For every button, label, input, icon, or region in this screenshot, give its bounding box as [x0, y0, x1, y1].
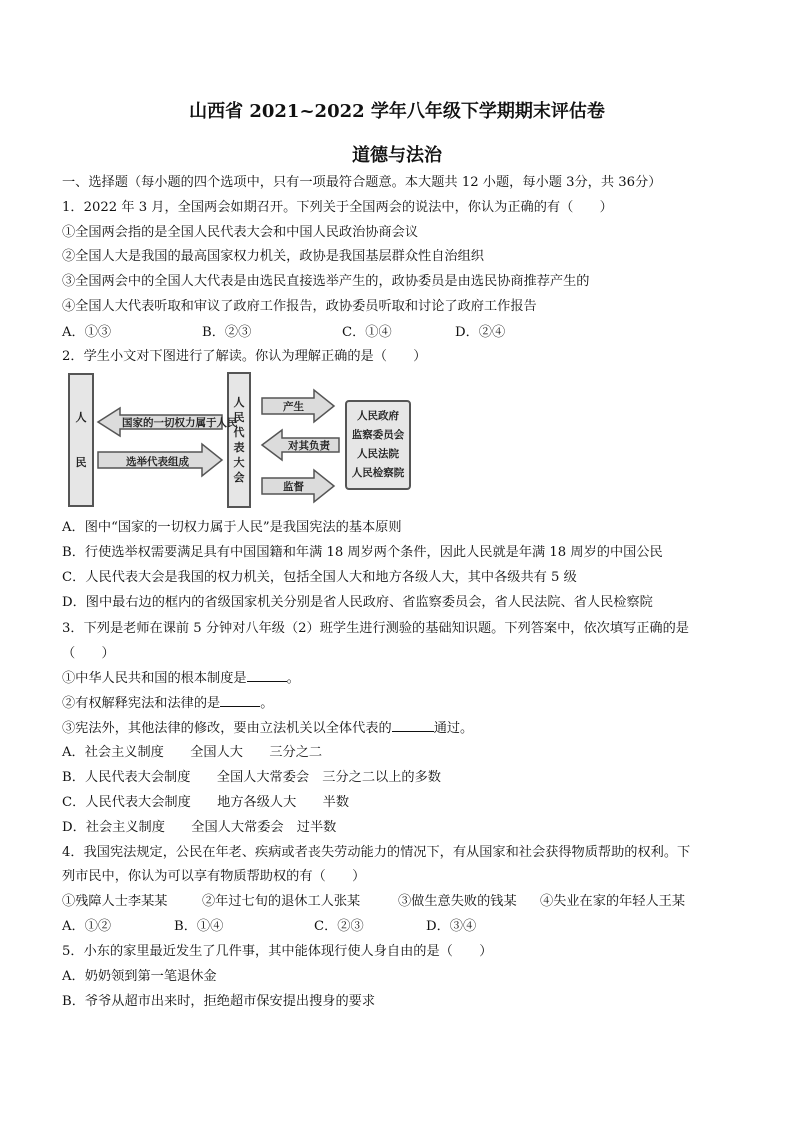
q1-option-b[interactable]: B．②③ — [202, 325, 252, 340]
q3-stem-cont: （ ） — [62, 646, 115, 661]
q3-item-1-text: ①中华人民共和国的根本制度是 — [62, 671, 247, 686]
q1-item-3: ③全国两会中的全国人大代表是由选民直接选举产生的，政协委员是由选民协商推荐产生的 — [62, 274, 590, 289]
state-structure-diagram — [62, 370, 422, 510]
q5-stem: 5．小东的家里最近发生了几件事，其中能体现行使人身自由的是（ ） — [62, 944, 493, 959]
q2-option-c[interactable]: C．人民代表大会是我国的权力机关，包括全国人大和地方各级人大，其中各级共有 5 级 — [62, 570, 577, 585]
q1-item-2: ②全国人大是我国的最高国家权力机关，政协是我国基层群众性自治组织 — [62, 249, 484, 264]
q5-option-b[interactable]: B．爷爷从超市出来时，拒绝超市保安提出搜身的要求 — [62, 994, 376, 1009]
q2-option-a[interactable]: A．图中“国家的一切权力属于人民”是我国宪法的基本原则 — [62, 520, 402, 535]
q3-item-3-text: ③宪法外，其他法律的修改，要由立法机关以全体代表的 — [62, 721, 392, 736]
organ-procuratorate: 人民检察院 — [351, 467, 405, 479]
q2-stem: 2．学生小文对下图进行了解读。你认为理解正确的是（ ） — [62, 349, 427, 364]
subject-title: 道德与法治 — [352, 145, 442, 166]
q4-item-2: ②年过七旬的退休工人张某 — [202, 894, 361, 909]
q4-option-c[interactable]: C．②③ — [314, 919, 364, 934]
q3-option-d[interactable]: D．社会主义制度 全国人大常委会 过半数 — [62, 820, 337, 835]
q1-option-c[interactable]: C．①④ — [342, 325, 392, 340]
q3-option-b[interactable]: B．人民代表大会制度 全国人大常委会 三分之二以上的多数 — [62, 770, 441, 785]
arrow-responsible-label: 对其负责 — [288, 440, 330, 452]
q3-option-c[interactable]: C．人民代表大会制度 地方各级人大 半数 — [62, 795, 350, 810]
q3-item-2 — [62, 694, 273, 713]
q3-blank-2[interactable] — [220, 694, 260, 707]
congress-char-2: 民 — [233, 411, 245, 424]
q1-option-a[interactable]: A．①③ — [62, 325, 112, 340]
organ-court: 人民法院 — [357, 448, 399, 460]
q1-stem: 1．2022 年 3 月，全国两会如期召开。下列关于全国两会的说法中，你认为正确的有（ ） — [62, 200, 613, 215]
q3-blank-3[interactable] — [392, 719, 434, 732]
congress-char-4: 表 — [233, 441, 245, 454]
q4-item-3: ③做生意失败的钱某 — [398, 894, 517, 909]
q4-stem-cont: 列市民中，你认为可以享有物质帮助权的有（ ） — [62, 869, 366, 884]
q3-blank-1[interactable] — [247, 669, 287, 682]
q4-item-4: ④失业在家的年轻人王某 — [540, 894, 686, 909]
congress-char-1: 人 — [233, 396, 245, 409]
q3-item-1 — [62, 669, 300, 688]
arrow-power-label: 国家的一切权力属于人民 — [122, 417, 238, 429]
q4-option-d[interactable]: D．③④ — [426, 919, 477, 934]
q1-option-d[interactable]: D．②④ — [455, 325, 506, 340]
q3-item-1-period: 。 — [286, 671, 300, 686]
q3-stem: 3．下列是老师在课前 5 分钟对八年级（2）班学生进行测验的基础知识题。下列答案中，依次填写正确的是 — [62, 621, 689, 636]
congress-char-3: 代 — [233, 426, 245, 439]
q3-item-3 — [62, 719, 473, 738]
q4-option-a[interactable]: A．①② — [62, 919, 112, 934]
q3-item-2-period: 。 — [260, 696, 274, 711]
q2-option-d[interactable]: D．图中最右边的框内的省级国家机关分别是省人民政府、省监察委员会，省人民法院、省人民检察院 — [62, 595, 653, 610]
q2-option-b[interactable]: B．行使选举权需要满足具有中国国籍和年满 18 周岁两个条件，因此人民就是年满 18 周岁的中国公民 — [62, 545, 663, 560]
congress-char-6: 会 — [233, 471, 245, 484]
section-heading: 一、选择题（每小题的四个选项中，只有一项最符合题意。本大题共 12 小题，每小题 3分，共 36分） — [62, 175, 662, 190]
q4-option-b[interactable]: B．①④ — [174, 919, 224, 934]
organ-supervision: 监察委员会 — [351, 429, 405, 441]
exam-title: 山西省 2021~2022 学年八年级下学期期末评估卷 — [189, 101, 605, 122]
arrow-elect-label: 选举代表组成 — [126, 456, 189, 468]
people-char-1: 人 — [75, 411, 87, 424]
q3-option-a[interactable]: A．社会主义制度 全国人大 三分之二 — [62, 745, 323, 760]
people-char-2: 民 — [75, 456, 87, 469]
q4-item-1: ①残障人士李某某 — [62, 894, 168, 909]
arrow-produce-label: 产生 — [283, 401, 304, 413]
q3-item-3-end: 通过。 — [433, 721, 474, 736]
arrow-supervise-label: 监督 — [283, 481, 304, 493]
q1-item-1: ①全国两会指的是全国人民代表大会和中国人民政治协商会议 — [62, 225, 419, 240]
organ-government: 人民政府 — [357, 410, 399, 422]
q3-item-2-text: ②有权解释宪法和法律的是 — [62, 696, 221, 711]
congress-char-5: 大 — [233, 456, 245, 469]
q1-item-4: ④全国人大代表听取和审议了政府工作报告，政协委员听取和讨论了政府工作报告 — [62, 299, 537, 314]
q5-option-a[interactable]: A．奶奶领到第一笔退休金 — [62, 969, 217, 984]
q4-stem: 4．我国宪法规定，公民在年老、疾病或者丧失劳动能力的情况下，有从国家和社会获得物质帮助的权利。下 — [62, 845, 691, 860]
state-organs-box — [345, 400, 411, 490]
